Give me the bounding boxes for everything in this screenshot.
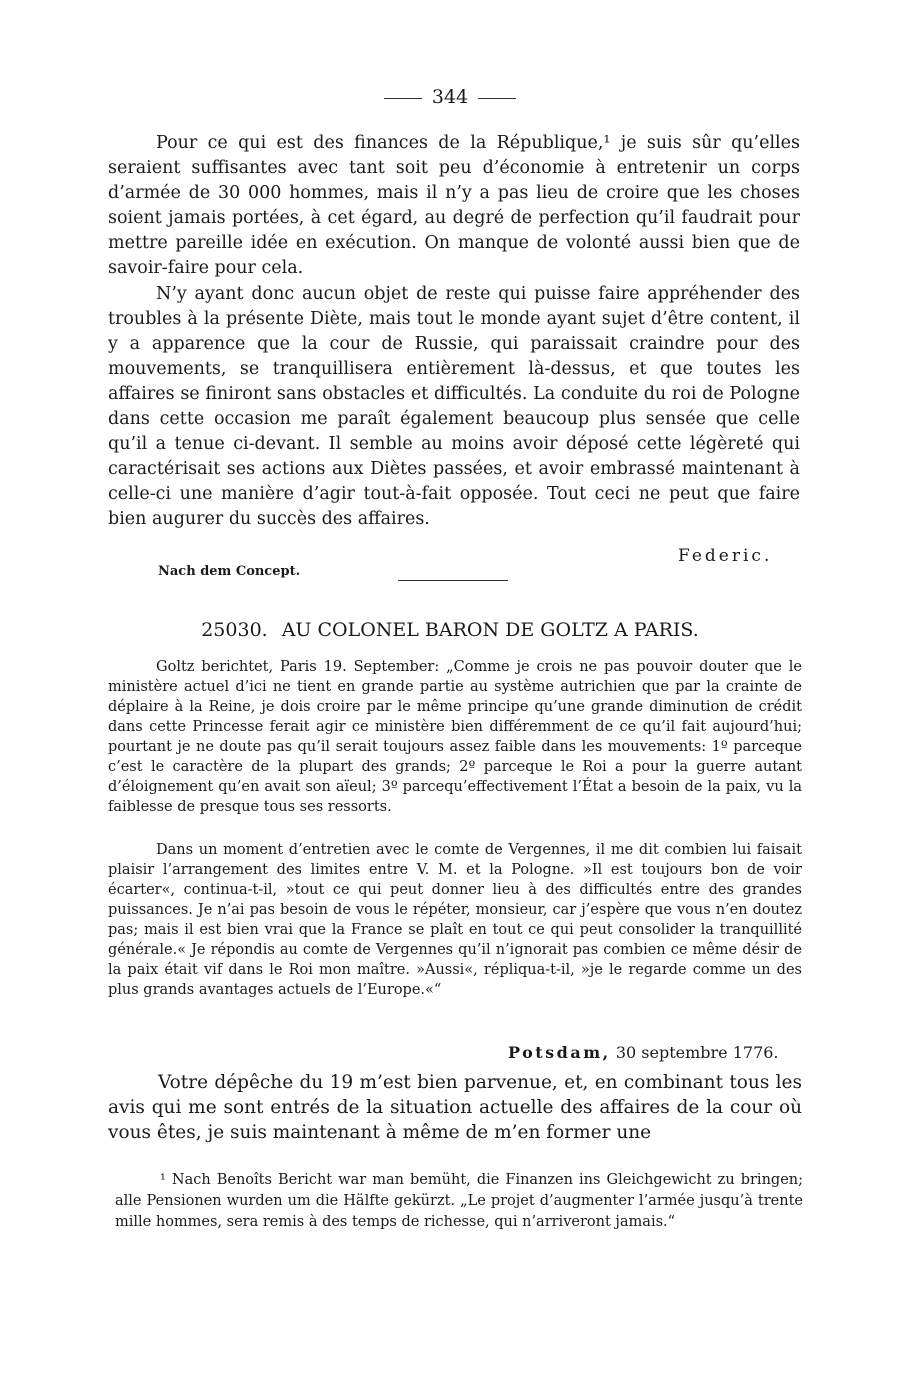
dateline-date: 30 septembre 1776. (615, 1043, 779, 1062)
source-note: Nach dem Concept. (158, 564, 301, 579)
section-divider (398, 580, 508, 581)
page-header (0, 86, 900, 108)
report-summary-2: Dans un moment d’entretien avec le comte de Vergennes, il me dit combien lui faisait plaisir l’arrangement des limites entre V. M. et la Pologne. »Il est toujours bon de voir écarter«, continua-t-il, »tout ce qui peut donner lieu à des difficultés entre des grandes puissances. Je n’ai pas besoin de vous le répéter, monsieur, car j’espère que vous n’en doutez pas; mais il est bien vrai que la France se plaît en tout ce qui peut consolider la tranquillité générale.« Je répondis au comte de Vergennes qu’il n’ignorait pas combien ce même désir de la paix était vif dans le Roi mon maître. »Aussi«, répliqua-t-il, »je le regarde comme un des plus grands avantages actuels de l’Europe.«“ (108, 842, 802, 998)
header-dash-right (478, 98, 516, 99)
paragraph-finances: Pour ce qui est des finances de la République,¹ je suis sûr qu’elles seraient suffisantes avec tant soit peu d’économie à entretenir un corps d’armée de 30 000 hommes, mais il n’y a pas lieu de croire que les choses soient jamais portées, à cet égard, au degré de perfection qu’il faudrait pour mettre pareille idée en exécution. On manque de volonté aussi bien que de savoir-faire pour cela. (108, 133, 800, 278)
letter-body: Votre dépêche du 19 m’est bien parvenue, et, en combinant tous les avis qui me sont entrés de la situation actuelle des affaires de la cour où vous êtes, je suis maintenant à même de m’en former une (108, 1072, 802, 1143)
header-dash-left (384, 98, 422, 99)
dateline (508, 1043, 779, 1062)
letter-heading (0, 619, 900, 641)
page-number: 344 (431, 86, 469, 108)
signature: Federic. (678, 546, 773, 566)
report-summary-1: Goltz berichtet, Paris 19. September: „Comme je crois ne pas pouvoir douter que le ministère actuel d’ici ne tient en grande partie au système autrichien que par la crainte de déplaire à la Reine, je dois croire par le même principe qu’une grande diminution de crédit dans cette Princesse ferait agir ce ministère bien différemment de ce qu’il fait aujourd’hui; pourtant je ne doute pas qu’il serait toujours assez faible dans les mouvements: 1º parceque c’est le caractère de la plupart des grands; 2º parceque le Roi a pour la guerre autant d’éloignement qu’en avait son aïeul; 3º parcequ’effectivement l’État a besoin de la paix, vu la faiblesse de presque tous ses ressorts. (108, 659, 802, 815)
footnote: ¹ Nach Benoîts Bericht war man bemüht, die Finanzen ins Gleichgewicht zu bringen; alle Pensionen wurden um die Hälfte gekürzt. „Le projet d’augmenter l’armée jusqu’à trente mille hommes, sera remis à des temps de richesse, qui n’arriveront jamais.“ (115, 1172, 803, 1230)
paragraph-diet: N’y ayant donc aucun objet de reste qui puisse faire appréhender des troubles à la présente Diète, mais tout le monde ayant sujet d’être content, il y a apparence que la cour de Russie, qui paraissait craindre pour des mouvements, se tranquillisera entièrement là-dessus, et que toutes les affaires se finiront sans obstacles et difficultés. La conduite du roi de Pologne dans cette occasion me paraît également beaucoup plus sensée que celle qu’il a tenue ci-devant. Il semble au moins avoir déposé cette légèreté qui caractérisait ses actions aux Diètes passées, et avoir embrassé maintenant à celle-ci une manière d’agir tout-à-fait opposée. Tout ceci ne peut que faire bien augurer du succès des affaires. (108, 284, 800, 529)
dateline-place: Potsdam, (508, 1043, 611, 1062)
letter-number: 25030. (201, 619, 268, 641)
letter-title: AU COLONEL BARON DE GOLTZ A PARIS. (281, 619, 699, 641)
